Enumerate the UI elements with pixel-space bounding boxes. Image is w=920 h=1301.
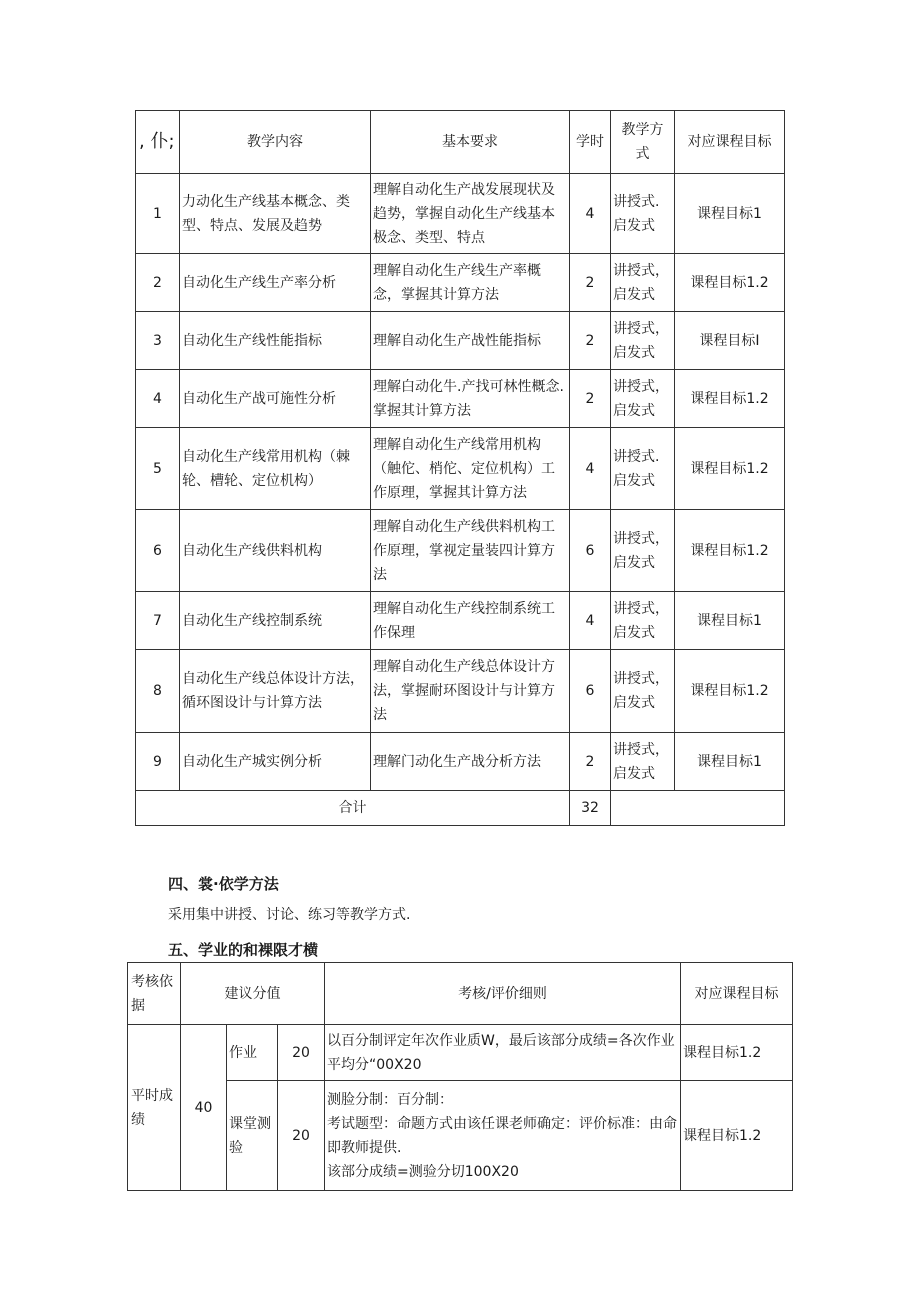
row-content: 自动化生产线常用机构（棘轮、槽轮、定位机构） (180, 428, 371, 510)
row-hours: 4 (570, 592, 611, 650)
assessment-table (127, 962, 793, 1191)
item-label: 课堂测验 (227, 1081, 278, 1191)
header-requirement: 基本要求 (371, 111, 570, 174)
total-label: 合计 (136, 791, 570, 826)
row-hours: 2 (570, 733, 611, 791)
table-row (136, 370, 785, 428)
row-num: 5 (136, 428, 180, 510)
row-requirement: 理解白动化牛.产找可林性概念.掌握其计算方法 (371, 370, 570, 428)
row-requirement: 理解自动化生产战发展现状及趋势，掌握自动化生产线基本极念、类型、特点 (371, 174, 570, 254)
row-goal: 课程目标1.2 (675, 428, 785, 510)
row-requirement: 理解自动化生产线总体设计方法，掌握耐环图设计与计算方法 (371, 650, 570, 733)
total-row (136, 791, 785, 826)
row-num: 9 (136, 733, 180, 791)
table-row (136, 312, 785, 370)
row-goal: 课程目标1.2 (675, 510, 785, 592)
row-requirement: 理解自动化生产线控制系统工作保理 (371, 592, 570, 650)
section-5-title: 五、学业的和裸限才横 (168, 941, 319, 959)
rules-line: 考试题型：命题方式由该任课老师确定：评价标准：由命即教师提供. (327, 1115, 678, 1156)
table-row (136, 510, 785, 592)
row-hours: 2 (570, 254, 611, 312)
item-score: 20 (278, 1081, 325, 1191)
header-content: 教学内容 (180, 111, 371, 174)
header-basis: 考核依据 (128, 963, 181, 1025)
row-content: 自动化生产线性能指标 (180, 312, 371, 370)
row-method: 讲授式.启发式 (611, 428, 675, 510)
row-method: 讲授式，启发式 (611, 254, 675, 312)
row-requirement: 理解自动化生产线常用机构（触佗、梢佗、定位机构）工作原理，掌握其计算方法 (371, 428, 570, 510)
header-num: , 仆; (136, 111, 180, 174)
row-requirement: 理解自动化生产线供料机构工作原理，掌视定量装四计算方法 (371, 510, 570, 592)
row-content: 自动化生产线生产率分析 (180, 254, 371, 312)
row-goal: 课程目标1.2 (675, 370, 785, 428)
header-goal: 对应课程目标 (681, 963, 793, 1025)
section-4-text: 采用集中讲授、讨论、练习等教学方式. (168, 907, 411, 923)
table-row (128, 1081, 793, 1191)
table-row (136, 592, 785, 650)
row-num: 8 (136, 650, 180, 733)
row-hours: 4 (570, 428, 611, 510)
row-goal: 课程目标I (675, 312, 785, 370)
row-method: 讲授式，启发式 (611, 733, 675, 791)
row-method: 讲授式.启发式 (611, 174, 675, 254)
table-row (136, 428, 785, 510)
rules-line: 测脸分制：百分制： (327, 1091, 454, 1108)
row-goal: 课程目标1 (675, 733, 785, 791)
header-rules: 考核/评价细则 (325, 963, 681, 1025)
row-num: 1 (136, 174, 180, 254)
row-hours: 2 (570, 370, 611, 428)
row-num: 4 (136, 370, 180, 428)
section-4-title: 四、裳·依学方法 (168, 875, 279, 893)
table-row (136, 174, 785, 254)
row-requirement: 理解自动化生产线生产率概念，掌握其计算方法 (371, 254, 570, 312)
item-goal: 课程目标1.2 (681, 1081, 793, 1191)
row-hours: 4 (570, 174, 611, 254)
rules-line: 该部分成绩=测验分切100X20 (327, 1163, 519, 1180)
table-row (136, 733, 785, 791)
row-content: 自动化生产城实例分析 (180, 733, 371, 791)
row-goal: 课程目标1 (675, 174, 785, 254)
group-score: 40 (181, 1025, 227, 1191)
row-content: 自动化生产战可施性分析 (180, 370, 371, 428)
row-num: 3 (136, 312, 180, 370)
table-header-row (128, 963, 793, 1025)
table-header-row (136, 111, 785, 174)
item-goal: 课程目标1.2 (681, 1025, 793, 1081)
row-content: 自动化生产线供料机构 (180, 510, 371, 592)
row-content: 力动化生产线基本概念、类型、特点、发展及趋势 (180, 174, 371, 254)
row-goal: 课程目标1 (675, 592, 785, 650)
row-hours: 6 (570, 510, 611, 592)
header-hours: 学时 (570, 111, 611, 174)
table-row (136, 254, 785, 312)
row-goal: 课程目标1.2 (675, 254, 785, 312)
row-method: 讲授式，启发式 (611, 510, 675, 592)
total-empty (611, 791, 785, 826)
row-content: 自动化生产线控制系统 (180, 592, 371, 650)
teaching-content-table (135, 110, 785, 826)
row-method: 讲授式，启发式 (611, 650, 675, 733)
row-goal: 课程目标1.2 (675, 650, 785, 733)
row-num: 6 (136, 510, 180, 592)
row-content: 自动化生产线总体设计方法，循环图设计与计算方法 (180, 650, 371, 733)
header-method: 教学方式 (611, 111, 675, 174)
item-score: 20 (278, 1025, 325, 1081)
row-method: 讲授式，启发式 (611, 592, 675, 650)
row-hours: 2 (570, 312, 611, 370)
header-goal: 对应课程目标 (675, 111, 785, 174)
row-method: 讲授式，启发式 (611, 370, 675, 428)
row-requirement: 理解门动化生产战分析方法 (371, 733, 570, 791)
item-rules (325, 1081, 681, 1191)
table-row (136, 650, 785, 733)
item-rules: 以百分制评定年次作业质W，最后该部分成绩=各次作业平均分“00X20 (325, 1025, 681, 1081)
item-label: 作业 (227, 1025, 278, 1081)
row-requirement: 理解自动化生产战性能指标 (371, 312, 570, 370)
table-row (128, 1025, 793, 1081)
group-label: 平时成绩 (128, 1025, 181, 1191)
header-score: 建议分值 (181, 963, 325, 1025)
row-num: 2 (136, 254, 180, 312)
total-hours: 32 (570, 791, 611, 826)
row-hours: 6 (570, 650, 611, 733)
row-method: 讲授式，启发式 (611, 312, 675, 370)
row-num: 7 (136, 592, 180, 650)
